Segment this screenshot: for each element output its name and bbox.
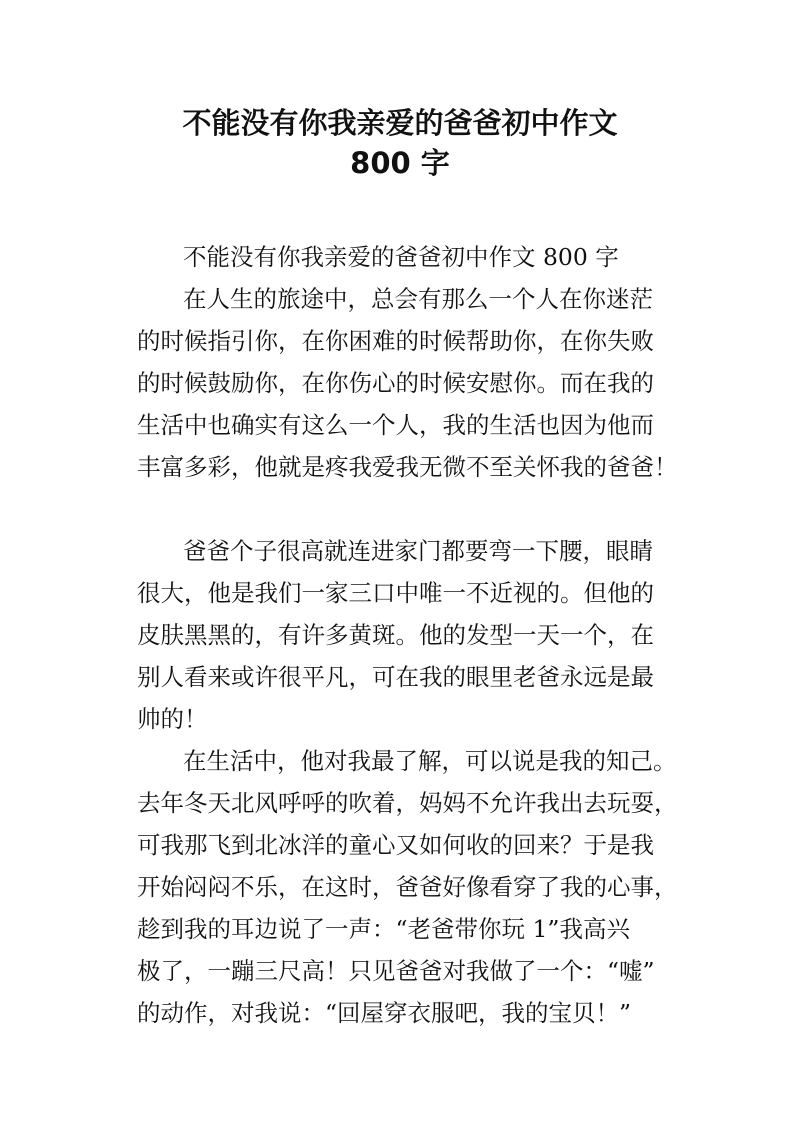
text-line: 在生活中，他对我最了解，可以说是我的知己。 <box>183 747 677 775</box>
blank-line <box>137 488 697 530</box>
text-line: 去年冬天北风呼呼的吹着，妈妈不允许我出去玩耍， <box>137 789 678 817</box>
text-line: 很大，他是我们一家三口中唯一不近视的。但他的 <box>137 579 654 607</box>
text-line: 趁到我的耳边说了一声：“老爸带你玩 1”我高兴 <box>137 915 630 943</box>
text-line: 可我那飞到北冰洋的童心又如何收的回来？于是我 <box>137 831 654 859</box>
paragraph-appearance <box>137 530 697 740</box>
paragraph-heading <box>137 236 697 278</box>
text-line: 生活中也确实有这么一个人，我的生活也因为他而 <box>137 411 654 439</box>
document-body <box>137 236 697 1034</box>
paragraph-story <box>137 740 697 1034</box>
paragraph-intro <box>137 278 697 488</box>
text-line: 极了，一蹦三尺高！只见爸爸对我做了一个：“嘘” <box>137 957 655 985</box>
text-line: 的动作，对我说：“回屋穿衣服吧，我的宝贝！” <box>137 999 632 1027</box>
text-line: 丰富多彩，他就是疼我爱我无微不至关怀我的爸爸！ <box>137 453 678 481</box>
text-line: 皮肤黑黑的，有许多黄斑。他的发型一天一个，在 <box>137 621 654 649</box>
text-line: 开始闷闷不乐，在这时，爸爸好像看穿了我的心事， <box>137 873 678 901</box>
document-title-line-2: 800 字 <box>350 146 450 180</box>
text-line: 别人看来或许很平凡，可在我的眼里老爸永远是最 <box>137 663 654 691</box>
document-title-line-1: 不能没有你我亲爱的爸爸初中作文 <box>182 106 618 140</box>
text-line: 在人生的旅途中，总会有那么一个人在你迷茫 <box>183 285 653 313</box>
text-line: 不能没有你我亲爱的爸爸初中作文 800 字 <box>183 243 619 271</box>
text-line: 的时候鼓励你，在你伤心的时候安慰你。而在我的 <box>137 369 654 397</box>
text-line: 爸爸个子很高就连进家门都要弯一下腰，眼睛 <box>183 537 653 565</box>
text-line: 的时候指引你，在你困难的时候帮助你，在你失败 <box>137 327 654 355</box>
text-line: 帅的！ <box>137 705 208 733</box>
